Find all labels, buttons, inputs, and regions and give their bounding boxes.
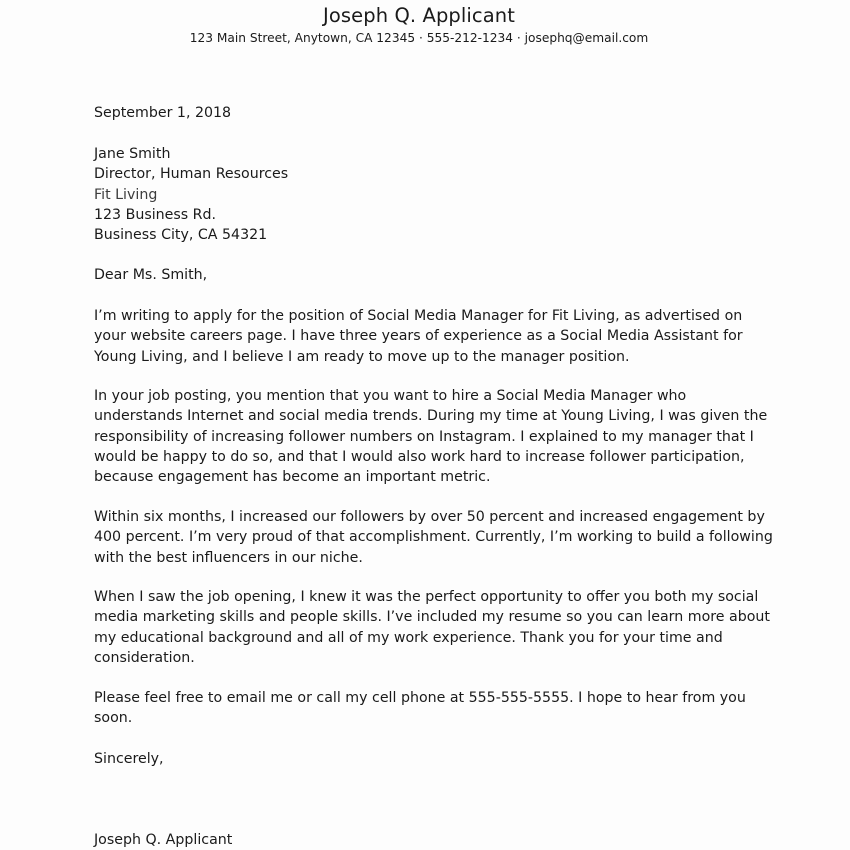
recipient-city: Business City, CA 54321	[94, 227, 268, 244]
paragraph-line: Within six months, I increased our followers by over 50 percent and increased engagement by	[94, 509, 765, 525]
salutation: Dear Ms. Smith,	[94, 267, 208, 283]
closing: Sincerely,	[94, 751, 164, 767]
paragraph-line: responsibility of increasing follower numbers on Instagram. I explained to my manager that I	[94, 428, 754, 445]
paragraph-line: media marketing skills and people skills. I’ve included my resume so you can learn more about	[94, 609, 770, 626]
paragraph-line: consideration.	[94, 649, 195, 666]
paragraph-4	[94, 587, 770, 668]
paragraph-line: 400 percent. I’m very proud of that accomplishment. Currently, I’m working to build a following	[94, 529, 773, 546]
paragraph-line: In your job posting, you mention that you want to hire a Social Media Manager who	[94, 388, 687, 404]
recipient-address-block	[94, 144, 754, 245]
paragraph-line: would be happy to do so, and that I would also work hard to increase follower participation,	[94, 448, 745, 465]
paragraph-3	[94, 507, 773, 568]
paragraph-1	[94, 306, 754, 367]
sender-name-heading: Joseph Q. Applicant	[322, 4, 516, 27]
recipient-name: Jane Smith	[94, 146, 171, 162]
recipient-street: 123 Business Rd.	[94, 206, 217, 223]
paragraph-line: understands Internet and social media trends. During my time at Young Living, I was given the	[94, 408, 768, 425]
paragraph-line: with the best influencers in our niche.	[94, 549, 363, 566]
paragraph-line: your website careers page. I have three years of experience as a Social Media Assistant for	[94, 328, 743, 345]
letter-date: September 1, 2018	[94, 105, 232, 121]
recipient-title: Director, Human Resources	[94, 166, 289, 183]
paragraph-line: Young Living, and I believe I am ready to move up to the manager position.	[94, 348, 630, 365]
paragraph-line: soon.	[94, 710, 133, 727]
paragraph-line: I’m writing to apply for the position of Social Media Manager for Fit Living, as advertised on	[94, 308, 743, 324]
recipient-company: Fit Living	[94, 186, 158, 203]
paragraph-line: When I saw the job opening, I knew it was the perfect opportunity to offer you both my social	[94, 589, 759, 605]
paragraph-5	[94, 688, 754, 729]
paragraph-2	[94, 386, 768, 487]
paragraph-line: because engagement has become an important metric.	[94, 469, 491, 486]
sender-contact-line: 123 Main Street, Anytown, CA 12345 · 555-212-1234 · josephq@email.com	[189, 31, 649, 45]
signature-name: Joseph Q. Applicant	[94, 832, 233, 848]
paragraph-line: my educational background and all of my work experience. Thank you for your time and	[94, 629, 723, 646]
paragraph-line: Please feel free to email me or call my cell phone at 555-555-5555. I hope to hear from you	[94, 690, 746, 706]
